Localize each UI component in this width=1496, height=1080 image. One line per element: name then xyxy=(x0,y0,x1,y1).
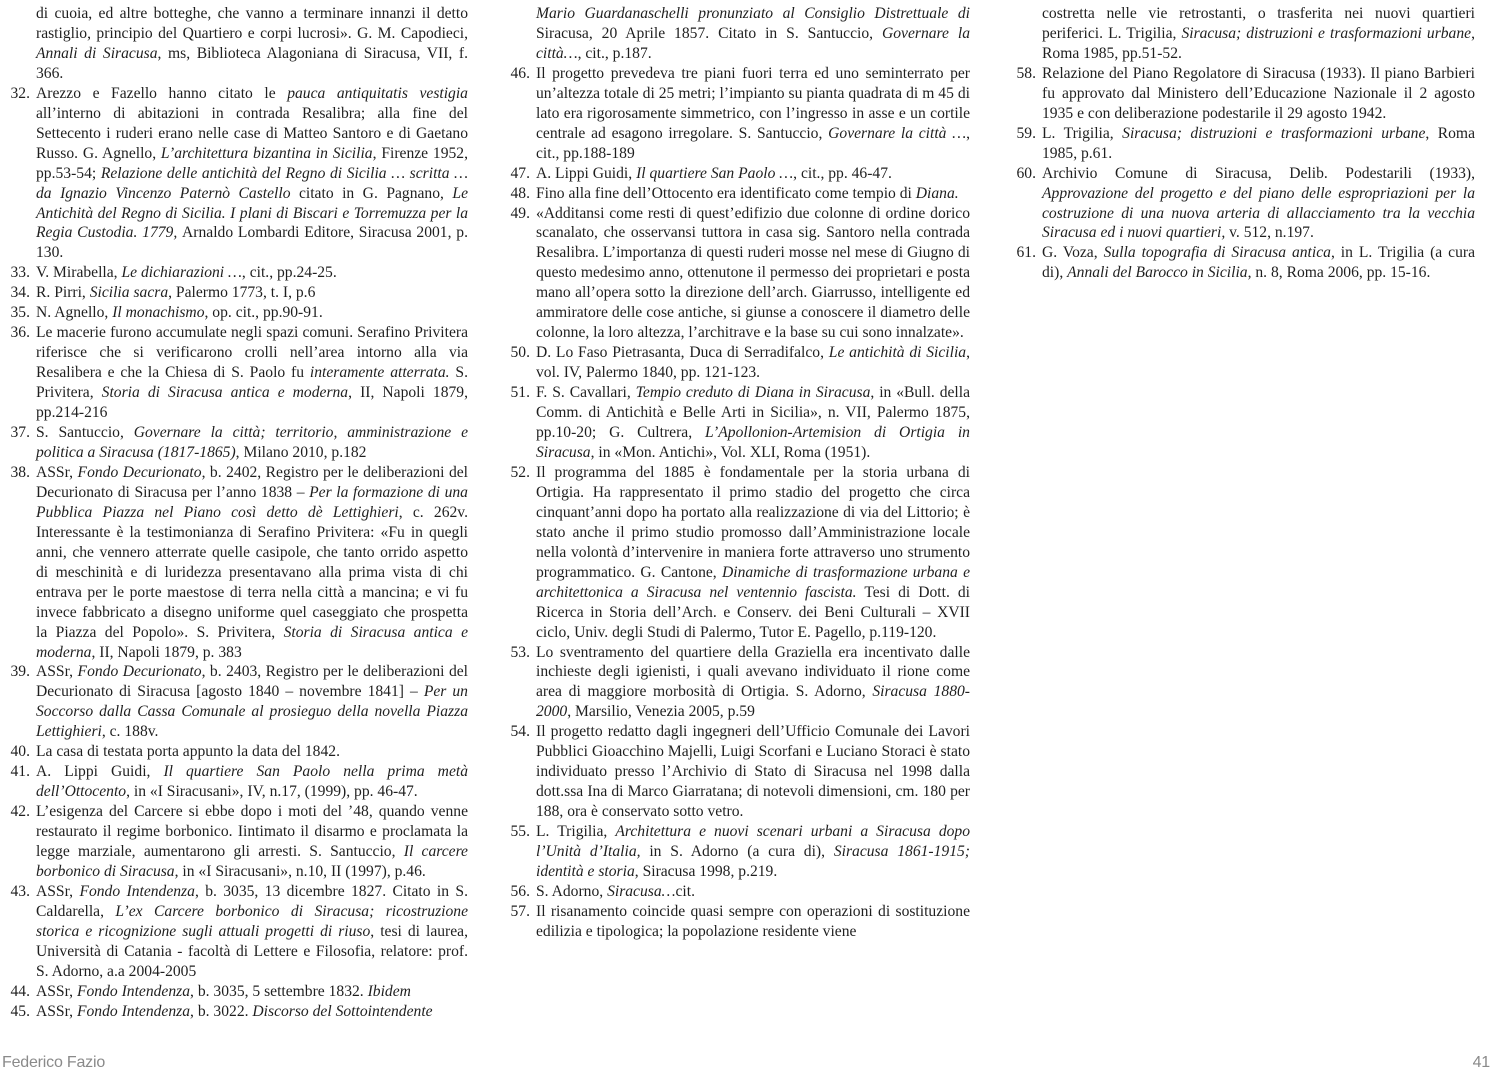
text-run: costretta nelle vie retrostanti, o trasferita nei nuovi quartieri periferici. L. Trigilia, xyxy=(1042,5,1475,42)
italic-citation: Discorso del Sottointendente xyxy=(252,1002,433,1020)
footnote-number: 40. xyxy=(10,743,30,761)
italic-citation: Fondo Decurionato xyxy=(77,463,202,481)
text-run: , II, Napoli 1879, pp.214-216 xyxy=(36,384,468,422)
italic-citation: Governare la città; territorio, amministrazione e politica a Siracusa (1817-1865) xyxy=(36,424,468,461)
footnote xyxy=(1012,164,1475,244)
footnote-text xyxy=(6,423,468,463)
text-run: Il risanamento coincide quasi sempre con operazioni di sostituzione edilizia e tipologica; la popolazione residente viene xyxy=(536,902,970,940)
footnote-number: 54. xyxy=(510,723,530,741)
footnote-number: 37. xyxy=(10,424,30,442)
italic-citation: Diana. xyxy=(915,184,959,202)
text-run: , vol. IV, Palermo 1840, pp. 121-123. xyxy=(536,344,971,382)
footnote-text xyxy=(6,742,468,762)
notes-column-middle xyxy=(506,4,970,942)
italic-citation: Governare la città … xyxy=(828,124,967,142)
footnote-text xyxy=(6,4,468,84)
text-run: , in «I Siracusani», IV, n.17, (1999), pp. 46-47. xyxy=(126,783,418,801)
footnote-text xyxy=(6,283,468,303)
footnote-number: 39. xyxy=(10,663,30,681)
footnote xyxy=(6,423,468,463)
footnote xyxy=(6,882,468,982)
footnote xyxy=(1012,243,1475,283)
page-number: 41 xyxy=(1472,1054,1490,1071)
text-run: , in «Bull. della Comm. di Antichità e Belle Arti in Sicilia», n. VII, Palermo 1875, pp.10-20; G. Cultrera, xyxy=(536,384,971,442)
footnote xyxy=(6,662,468,742)
text-run: Arnaldo Lombardi Editore, Siracusa 2001, p. 130. xyxy=(36,224,468,262)
footnote xyxy=(1012,124,1475,164)
footnote-text xyxy=(506,882,970,902)
text-run: , ms, Biblioteca Alagoniana di Siracusa, VII, f. 366. xyxy=(36,44,468,82)
text-run: , Roma 1985, pp.51-52. xyxy=(1042,24,1475,62)
footnote-text xyxy=(6,84,468,264)
notes-column-right xyxy=(1012,4,1475,283)
notes-column-left xyxy=(6,4,468,1022)
italic-citation: interamente atterrata. xyxy=(309,364,450,382)
footnote xyxy=(506,383,970,463)
italic-citation: pauca antiquitatis vestigia xyxy=(287,84,468,102)
footer-author: Federico Fazio xyxy=(2,1054,106,1071)
text-run: di cuoia, ed altre botteghe, che vanno a terminare innanzi il detto rastiglio, principio del Quartiero e corpi lucrosi». G. M. Capodieci, xyxy=(36,5,468,42)
text-run: Arezzo e Fazello hanno citato le xyxy=(36,84,288,102)
footnote-text xyxy=(506,383,970,463)
footnote-number: 53. xyxy=(510,643,530,661)
footnote xyxy=(506,204,970,344)
footnote-number: 41. xyxy=(10,763,30,781)
footnote-number: 60. xyxy=(1016,164,1036,182)
footnote-text xyxy=(6,463,468,663)
footnote-continuation xyxy=(1012,4,1475,64)
text-run: ASSr, xyxy=(36,982,77,1000)
text-run: A. Lippi Guidi, xyxy=(536,164,637,182)
text-run: , tesi di laurea, Università di Catania - facoltà di Lettere e Filosofia, relatore: prof. S. Adorno, a.a 2004-2005 xyxy=(36,922,468,980)
footnote xyxy=(6,463,468,663)
footnote-number: 45. xyxy=(10,1002,30,1020)
text-run: cit. xyxy=(675,882,696,900)
text-run: F. S. Cavallari, xyxy=(536,384,636,402)
italic-citation: Storia di Siracusa antica e moderna xyxy=(101,384,349,402)
footnote-text xyxy=(6,882,468,982)
footnote xyxy=(6,263,468,283)
footnote-number: 48. xyxy=(510,184,530,202)
italic-citation: Annali di Siracusa xyxy=(36,44,158,62)
footnote-text xyxy=(6,323,468,423)
text-run: , b. 3022. xyxy=(190,1002,253,1020)
footnote xyxy=(506,184,970,204)
italic-citation: L’Apollonion-Artemision di Ortigia in Siracusa xyxy=(536,424,970,461)
text-run: R. Pirri, xyxy=(36,284,90,302)
footnote xyxy=(506,722,970,822)
footnote-number: 56. xyxy=(510,882,530,900)
text-run: , Siracusa 1998, p.219. xyxy=(634,862,778,880)
footnote-text xyxy=(6,662,468,742)
italic-citation: Le dichiarazioni … xyxy=(121,264,242,282)
text-run: , cit., pp. 46-47. xyxy=(793,164,892,182)
footnote-text xyxy=(6,263,468,283)
italic-citation: Fondo Decurionato xyxy=(77,663,202,681)
text-run: , b. 3035, 5 settembre 1832. xyxy=(190,982,368,1000)
footnote-number: 52. xyxy=(510,463,530,481)
text-run: , in «I Siracusani», n.10, II (1997), p.46. xyxy=(174,862,426,880)
text-run: S. Santuccio, xyxy=(36,424,134,442)
text-run: ASSr, xyxy=(36,663,78,681)
italic-citation: Tempio creduto di Diana in Siracusa xyxy=(635,384,871,402)
footnote xyxy=(1012,64,1475,124)
footnote-number: 33. xyxy=(10,264,30,282)
italic-citation: Il quartiere San Paolo nella prima metà dell’Ottocento xyxy=(36,763,468,801)
footnote-list xyxy=(6,4,468,1022)
text-run: , Palermo 1773, t. I, p.6 xyxy=(168,284,316,302)
text-run: , cit., p.187. xyxy=(577,44,652,62)
footnote-number: 58. xyxy=(1016,64,1036,82)
text-run: , cit., pp.188-189 xyxy=(536,124,970,162)
text-run: Il progetto redatto dagli ingegneri dell’Ufficio Comunale dei Lavori Pubblici Gioacchino Majelli, Luigi Scorfani e Luciano Storaci è stato individuato presso l’Archivio di Stato di Siracusa nel 1998 dalla dott.ssa Ina di Marco Giarratana; di notevoli dimensioni, cm. 180 per 188, ora è conservato sotto vetro. xyxy=(536,723,970,821)
footnote-number: 51. xyxy=(510,384,530,402)
text-run: L. Trigilia, xyxy=(536,823,616,841)
text-run: Archivio Comune di Siracusa, Delib. Podestarili (1933), xyxy=(1042,164,1475,182)
text-run: Il programma del 1885 è fondamentale per la storia urbana di Ortigia. Ha rappresentato il primo stadio del progetto che circa cinquant’anni dopo ha portato alla realizzazione di via del Littorio; è stato anche il primo studio promosso dall’Amministrazione locale nella volontà d’intervenire in maniera forte attraverso uno strumento programmatico. G. Cantone, xyxy=(536,463,970,581)
text-run: Tesi di Dott. di Ricerca in Storia dell’Arch. e Conserv. dei Beni Culturali – XVII ciclo, Univ. degli Studi di Palermo, Tutor E. Pagello, p.119-120. xyxy=(536,583,971,641)
footnote-number: 32. xyxy=(10,84,30,102)
text-run: N. Agnello, xyxy=(36,304,113,322)
text-run: , n. 8, Roma 2006, pp. 15-16. xyxy=(1247,264,1431,282)
text-run: , c. 262v. Interessante è la testimonianza di Serafino Privitera: «Fu in quegli anni, che vennero atterrate quelle casipole, che tanto orrido aspetto di meschinità e di luridezza presentavano alla prima vista di chi entrava per le porte maestose di terra nella città a mancina; e vi fu invece fabbricato a disegno uniforme quel caseggiato che prospetta la Piazza del Popolo». S. Privitera, xyxy=(36,503,468,641)
text-run: L’esigenza del Carcere si ebbe dopo i moti del ’48, quando venne restaurato il regime borbonico. Iintimato il disarmo e proclamata la legge marziale, aumentarono gli arresti. S. Santuccio, xyxy=(36,803,468,861)
footnote xyxy=(6,762,468,802)
text-run: , c. 188v. xyxy=(101,723,159,741)
italic-citation: Il monachismo xyxy=(112,304,205,322)
footnote xyxy=(6,982,468,1002)
footnote xyxy=(506,902,970,942)
footnote-number: 57. xyxy=(510,902,530,920)
footnote-number: 35. xyxy=(10,304,30,322)
footnote-text xyxy=(1012,4,1475,64)
italic-citation: L’ex Carcere borbonico di Siracusa; ricostruzione storica e ricognizione sugli attuali progetti di riuso xyxy=(36,902,468,940)
footnote-text xyxy=(1012,243,1475,283)
text-run: all’interno di abitazioni in contrada Resalibra; alla fine del Settecento i ruderi erano nelle case di Matteo Santoro e di Gaetano Russo. G. Agnello, xyxy=(36,104,468,162)
footnote-number: 47. xyxy=(510,164,530,182)
text-run: , b. 2403, Registro per le deliberazioni del Decurionato di Siracusa [agosto 1840 – novembre 1841] – xyxy=(36,663,468,701)
text-run: in S. Adorno (a cura di), xyxy=(640,843,834,861)
footnote-text xyxy=(506,64,970,164)
footnote-text xyxy=(6,982,468,1002)
text-run: D. Lo Faso Pietrasanta, Duca di Serradifalco, xyxy=(536,344,829,362)
footnote-number: 49. xyxy=(510,204,530,222)
footnote-text xyxy=(1012,64,1475,124)
footnote-text xyxy=(506,822,970,882)
footnote xyxy=(6,323,468,423)
footnote-text xyxy=(506,4,970,64)
text-run: ASSr, xyxy=(36,463,78,481)
footnote xyxy=(6,84,468,264)
footnote xyxy=(6,802,468,882)
text-run: , cit., pp.24-25. xyxy=(241,264,337,282)
footnote xyxy=(506,64,970,164)
italic-citation: Sulla topografia di Siracusa antica xyxy=(1103,244,1331,262)
footnote-number: 44. xyxy=(10,982,30,1000)
footnote-text xyxy=(6,762,468,802)
italic-citation: Il quartiere San Paolo … xyxy=(636,164,794,182)
footnote-number: 46. xyxy=(510,64,530,82)
text-run: , Roma 1985, p.61. xyxy=(1042,124,1475,162)
footnote-list xyxy=(1012,4,1475,283)
text-run: Fino alla fine dell’Ottocento era identificato come tempio di xyxy=(536,184,916,202)
footnote-text xyxy=(6,802,468,882)
text-run: S. Adorno, xyxy=(536,882,608,900)
footnote xyxy=(506,822,970,882)
text-run: G. Voza, xyxy=(1042,244,1104,262)
footnote-number: 61. xyxy=(1016,244,1036,262)
italic-citation: Fondo Intendenza xyxy=(76,982,191,1000)
footnote-list xyxy=(506,4,970,942)
footnote-text xyxy=(1012,124,1475,164)
italic-citation: Approvazione del progetto e del piano delle espropriazioni per la costruzione di una nuova arteria di allacciamento tra la vecchia Siracusa ed i nuovi quartieri, xyxy=(1042,184,1475,242)
footnote xyxy=(6,742,468,762)
italic-citation: Relazione delle antichità del Regno di Sicilia … scritta … da Ignazio Vincenzo Paternò Castello xyxy=(36,164,469,202)
italic-citation: Per un Soccorso dalla Cassa Comunale al prosieguo della novella Piazza Lettighieri xyxy=(36,683,468,741)
italic-citation: Le antichità di Sicilia xyxy=(828,344,967,362)
text-run: , Marsilio, Venezia 2005, p.59 xyxy=(567,703,755,721)
footnote-number: 50. xyxy=(510,344,530,362)
text-run: , in L. Trigilia (a cura di), xyxy=(1042,244,1475,282)
footnote-text xyxy=(6,303,468,323)
text-run: ASSr, xyxy=(36,1002,77,1020)
footnote xyxy=(506,164,970,184)
footnote-number: 34. xyxy=(10,284,30,302)
footnote-number: 38. xyxy=(10,463,30,481)
footnote xyxy=(506,343,970,383)
italic-citation: Governare la città… xyxy=(536,24,970,62)
footnote-number: 43. xyxy=(10,882,30,900)
italic-citation: Siracusa 1861-1915; identità e storia xyxy=(536,843,970,880)
footnote-number: 36. xyxy=(10,324,30,342)
footnote-number: 55. xyxy=(510,823,530,841)
text-run: Le macerie furono accumulate negli spazi comuni. Serafino Privitera riferisce che si verificarono crolli nell’area intorno alla via Resalibera e che la Chiesa di S. Paolo fu xyxy=(36,324,468,382)
italic-citation: Ibidem xyxy=(367,982,411,1000)
italic-citation: Le Antichità del Regno di Sicilia. xyxy=(36,184,468,222)
footnote xyxy=(506,463,970,643)
footnote-number: 42. xyxy=(10,803,30,821)
text-run: A. Lippi Guidi, xyxy=(36,763,164,781)
footnote-text xyxy=(506,902,970,942)
footnote-text xyxy=(506,164,970,184)
italic-citation: Annali del Barocco in Sicilia xyxy=(1067,264,1248,282)
text-run: V. Mirabella, xyxy=(36,264,122,282)
italic-citation: Per la formazione di una Pubblica Piazza nel Piano così detto dè Lettighieri xyxy=(36,483,468,521)
footnote xyxy=(6,1002,468,1022)
footnote xyxy=(6,283,468,303)
text-run: Relazione del Piano Regolatore di Siracusa (1933). Il piano Barbieri fu approvato dal Ministero dell’Educazione Nazionale il 2 agosto 1935 e con deliberazione podestarile il 29 agosto 1942. xyxy=(1042,64,1475,122)
italic-citation: Architettura e nuovi scenari urbani a Siracusa dopo l’Unità d’Italia, xyxy=(536,823,971,861)
footnote xyxy=(6,303,468,323)
footnote-text xyxy=(506,204,970,344)
footnote xyxy=(506,643,970,723)
text-run: , Milano 2010, p.182 xyxy=(235,443,367,461)
italic-citation: Fondo Intendenza xyxy=(76,1002,191,1020)
text-run: , in «Mon. Antichi», Vol. XLI, Roma (1951). xyxy=(590,443,871,461)
footnote-text xyxy=(506,184,970,204)
italic-citation: Siracusa; distruzioni e trasformazioni urbane xyxy=(1181,24,1472,42)
italic-citation: Siracusa; distruzioni e trasformazioni urbane xyxy=(1122,124,1426,142)
italic-citation: Siracusa 1880-2000 xyxy=(536,683,970,721)
text-run: Il progetto prevedeva tre piani fuori terra ed uno seminterrato per un’altezza totale di 25 metri; l’impianto su pianta quadrata di m 45 di lato era rigorosamente simmetrico, con l’ingresso in asse e un cortile centrale ad esagono irregolare. S. Santuccio, xyxy=(536,64,970,142)
italic-citation: Storia di Siracusa antica e moderna xyxy=(36,623,468,661)
footnote-continuation xyxy=(506,4,970,64)
text-run: ASSr, xyxy=(36,882,80,900)
text-run: , op. cit., pp.90-91. xyxy=(204,304,323,322)
footnote-number: 59. xyxy=(1016,124,1036,142)
italic-citation: Fondo Intendenza xyxy=(79,882,195,900)
footnote-text xyxy=(506,343,970,383)
text-run: , II, Napoli 1879, p. 383 xyxy=(91,643,242,661)
footnote-continuation xyxy=(6,4,468,84)
text-run: , b. 2402, Registro per le deliberazioni del Decurionato di Siracusa per l’anno 1838 – xyxy=(36,463,468,501)
footnote-text xyxy=(6,1002,468,1022)
text-run: , b. 3035, 13 dicembre 1827. Citato in S. Caldarella, xyxy=(36,882,468,920)
italic-citation: Mario Guardanaschelli pronunziato al Consiglio Distrettuale di xyxy=(536,5,970,22)
text-run: La casa di testata porta appunto la data del 1842. xyxy=(36,743,340,761)
footnote-text xyxy=(506,463,970,643)
italic-citation: Siracusa… xyxy=(607,882,676,900)
italic-citation: Sicilia sacra xyxy=(89,284,169,302)
footnote-text xyxy=(506,722,970,822)
footnote-text xyxy=(1012,164,1475,244)
text-run: , Firenze 1952, pp.53-54; xyxy=(36,144,468,182)
italic-citation: L’architettura bizantina in Sicilia xyxy=(160,144,373,162)
text-run: Lo sventramento del quartiere della Graziella era incentivato dalle inchieste degli igienisti, i quali avevano individuato il rione come area di maggiore morbosità di Ortigia. S. Adorno, xyxy=(536,643,970,701)
text-run: «Additansi come resti di quest’edifizio due colonne di ordine dorico scanalato, che osservansi tuttora in casa sig. Santoro nella contrada Resalibra. L’importanza di questi ruderi mosse nel mese di Giugno di questo medesimo anno, ottenutone il permesso dei proprietari e posta mano all’opera sotto la direzione dell’arch. Giarrusso, intelligente ed ammiratore delle cose antiche, si giunse a conoscere il diametro delle colonne, la loro altezza, l’architrave e la base su cui sono innalzate». xyxy=(536,204,970,342)
text-run: Siracusa, 20 Aprile 1857. Citato in S. Santuccio, xyxy=(536,24,882,42)
footnote-text xyxy=(506,643,970,723)
text-run: v. 512, n.197. xyxy=(1225,224,1314,242)
text-run: L. Trigilia, xyxy=(1042,124,1123,142)
italic-citation: Dinamiche di trasformazione urbana e architettonica a Siracusa nel ventennio fascista. xyxy=(536,563,970,601)
footnote xyxy=(506,882,970,902)
italic-citation: Il carcere borbonico di Siracusa xyxy=(36,843,468,880)
text-run: citato in G. Pagnano, xyxy=(290,184,453,202)
text-run: S. Privitera, xyxy=(36,364,468,402)
italic-citation: I plani di Biscari e Torremuzza per la Regia Custodia. 1779, xyxy=(36,204,468,242)
